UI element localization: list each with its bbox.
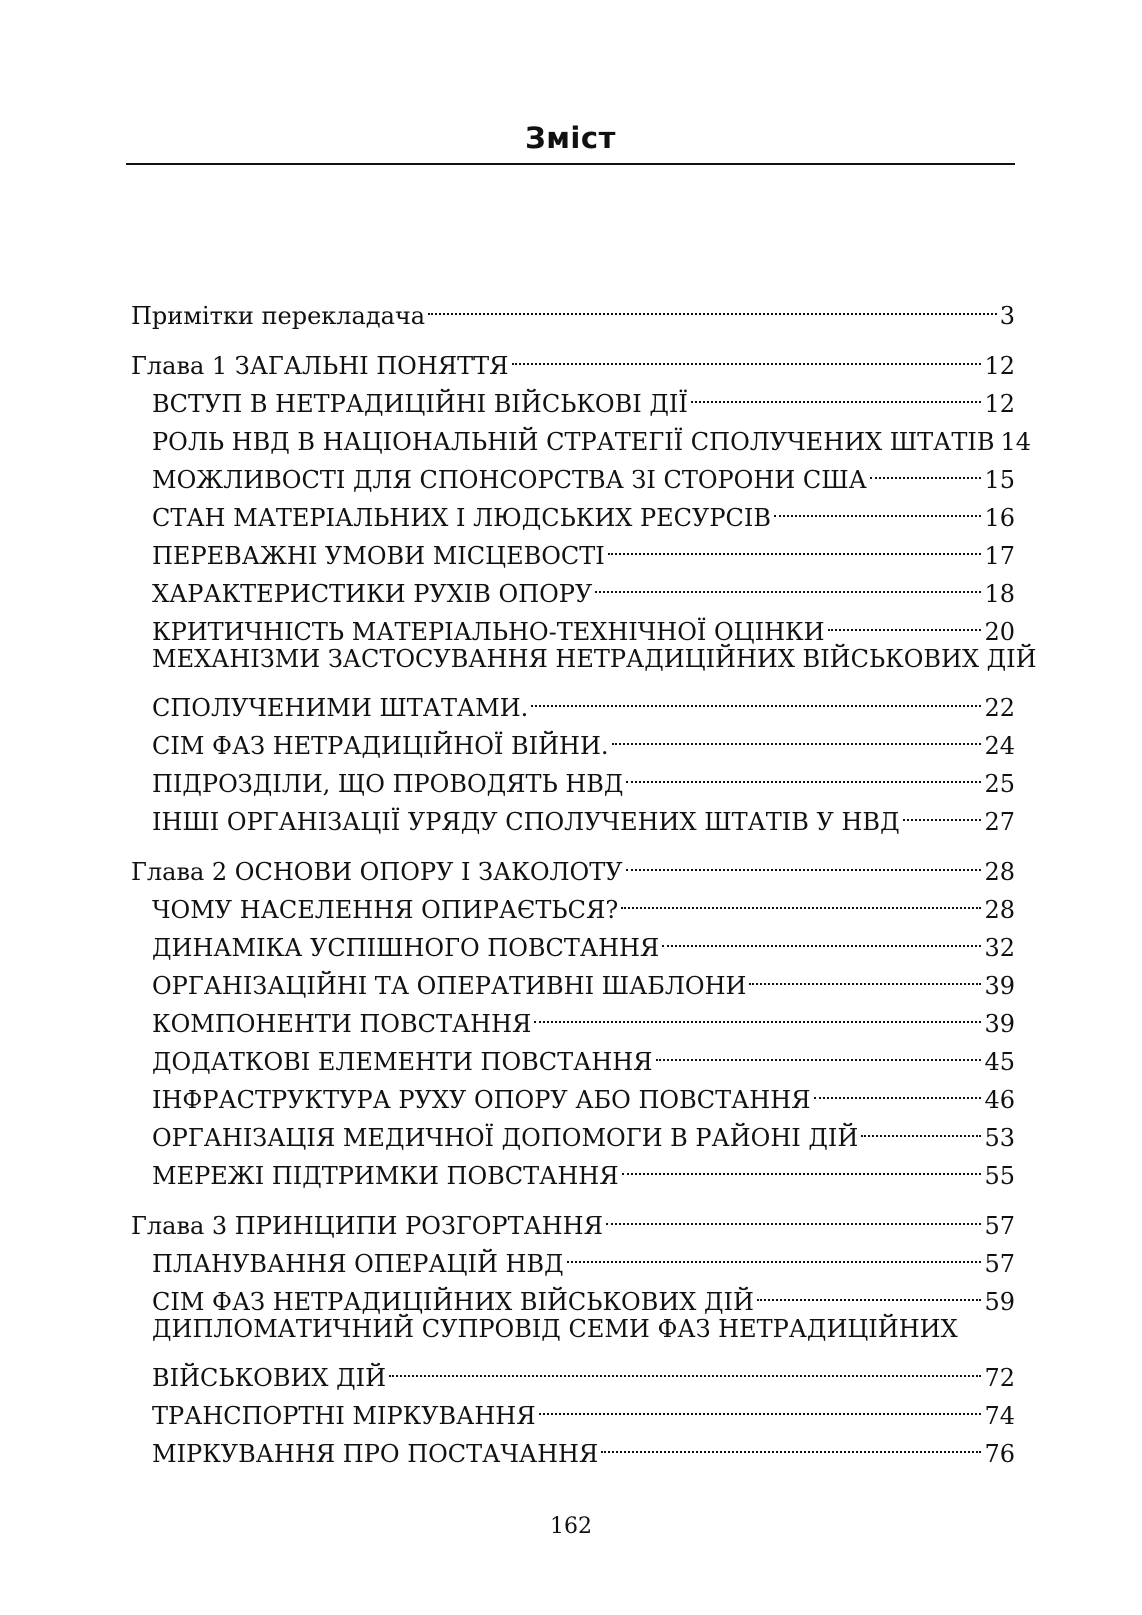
toc-entry-title: ІНШІ ОРГАНІЗАЦІЇ УРЯДУ СПОЛУЧЕНИХ ШТАТІВ У НВД bbox=[152, 808, 900, 836]
toc-entry[interactable] bbox=[131, 1348, 1015, 1392]
toc-entry-title: ХАРАКТЕРИСТИКИ РУХІВ ОПОРУ bbox=[152, 580, 593, 608]
toc-entry-title: СТАН МАТЕРІАЛЬНИХ І ЛЮДСЬКИХ РЕСУРСІВ bbox=[152, 504, 772, 532]
toc-entry-page: 20 bbox=[984, 618, 1015, 646]
dot-leader bbox=[749, 956, 981, 994]
toc-entry-page: 55 bbox=[984, 1162, 1015, 1190]
toc-entry-title: ІНФРАСТРУКТУРА РУХУ ОПОРУ АБО ПОВСТАННЯ bbox=[152, 1086, 811, 1114]
page-number: 162 bbox=[550, 1514, 592, 1539]
toc-chapter-title: Глава 2 ОСНОВИ ОПОРУ І ЗАКОЛОТУ bbox=[131, 858, 623, 886]
dot-leader bbox=[903, 792, 982, 830]
toc-entry-title: СПОЛУЧЕНИМИ ШТАТАМИ. bbox=[152, 694, 529, 722]
dot-leader bbox=[757, 1272, 982, 1310]
toc-entry-page: 3 bbox=[999, 302, 1015, 330]
toc-entry-page: 57 bbox=[984, 1250, 1015, 1278]
toc-entry-title: ПЛАНУВАННЯ ОПЕРАЦІЙ НВД bbox=[152, 1250, 564, 1278]
dot-leader bbox=[662, 918, 981, 956]
toc-entry-title: ТРАНСПОРТНІ МІРКУВАННЯ bbox=[152, 1402, 536, 1430]
toc-entry-title: Примітки перекладача bbox=[131, 302, 426, 330]
toc-entry-page: 32 bbox=[984, 934, 1015, 962]
dot-leader bbox=[691, 374, 982, 412]
toc-entry-page: 53 bbox=[984, 1124, 1015, 1152]
toc-entry-page: 45 bbox=[984, 1048, 1015, 1076]
dot-leader bbox=[534, 994, 981, 1032]
dot-leader bbox=[539, 1386, 982, 1424]
toc-entry-title: МІРКУВАННЯ ПРО ПОСТАЧАННЯ bbox=[152, 1440, 599, 1468]
toc-entry-page: 25 bbox=[984, 770, 1015, 798]
toc-entry-page: 28 bbox=[984, 896, 1015, 924]
toc-entry-translator-notes[interactable] bbox=[131, 286, 1015, 330]
dot-leader bbox=[626, 754, 981, 792]
toc-entry-title: КОМПОНЕНТИ ПОВСТАННЯ bbox=[152, 1010, 532, 1038]
toc-entry-title: СІМ ФАЗ НЕТРАДИЦІЙНИХ ВІЙСЬКОВИХ ДІЙ bbox=[152, 1288, 754, 1316]
dot-leader bbox=[870, 450, 982, 488]
toc-chapter-2[interactable] bbox=[131, 842, 1015, 886]
toc-entry-title: МОЖЛИВОСТІ ДЛЯ СПОНСОРСТВА ЗІ СТОРОНИ США bbox=[152, 466, 867, 494]
dot-leader bbox=[512, 336, 982, 374]
dot-leader bbox=[656, 1032, 982, 1070]
dot-leader bbox=[428, 286, 997, 324]
toc-entry-title: ОРГАНІЗАЦІЙНІ ТА ОПЕРАТИВНІ ШАБЛОНИ bbox=[152, 972, 747, 1000]
dot-leader bbox=[622, 1146, 982, 1184]
dot-leader bbox=[389, 1348, 981, 1386]
toc-chapter-title: Глава 1 ЗАГАЛЬНІ ПОНЯТТЯ bbox=[131, 352, 509, 380]
table-of-contents bbox=[131, 286, 1037, 1468]
toc-entry-title: МЕРЕЖІ ПІДТРИМКИ ПОВСТАННЯ bbox=[152, 1162, 619, 1190]
toc-entry-page: 76 bbox=[984, 1440, 1015, 1468]
toc-entry-page: 18 bbox=[984, 580, 1015, 608]
dot-leader bbox=[814, 1070, 982, 1108]
dot-leader bbox=[621, 880, 981, 918]
toc-entry-title: СІМ ФАЗ НЕТРАДИЦІЙНОЇ ВІЙНИ. bbox=[152, 732, 609, 760]
toc-chapter-page: 12 bbox=[984, 352, 1015, 380]
toc-entry-title: ДОДАТКОВІ ЕЛЕМЕНТИ ПОВСТАННЯ bbox=[152, 1048, 653, 1076]
toc-entry-page: 14 bbox=[1000, 428, 1032, 456]
toc-entry-page: 74 bbox=[984, 1402, 1015, 1430]
dot-leader bbox=[531, 678, 981, 716]
toc-entry-title: ОРГАНІЗАЦІЯ МЕДИЧНОЇ ДОПОМОГИ В РАЙОНІ ДІЙ bbox=[152, 1124, 859, 1152]
toc-entry-page: 27 bbox=[984, 808, 1015, 836]
toc-entry-title: КРИТИЧНІСТЬ МАТЕРІАЛЬНО-ТЕХНІЧНОЇ ОЦІНКИ bbox=[152, 618, 825, 646]
toc-entry-page: 16 bbox=[984, 504, 1015, 532]
toc-entry[interactable] bbox=[131, 678, 1015, 722]
toc-entry-title-line1[interactable]: ДИПЛОМАТИЧНИЙ СУПРОВІД СЕМИ ФАЗ НЕТРАДИЦІЙНИХ bbox=[152, 1315, 958, 1343]
page-title: Зміст bbox=[525, 121, 616, 155]
toc-entry-title-line1[interactable]: МЕХАНІЗМИ ЗАСТОСУВАННЯ НЕТРАДИЦІЙНИХ ВІЙСЬКОВИХ ДІЙ bbox=[152, 645, 1037, 673]
dot-leader bbox=[606, 1196, 981, 1234]
toc-chapter-page: 57 bbox=[984, 1212, 1015, 1240]
title-underline bbox=[126, 163, 1015, 165]
toc-entry-page: 15 bbox=[984, 466, 1015, 494]
dot-leader bbox=[828, 602, 982, 640]
dot-leader bbox=[595, 564, 981, 602]
dot-leader bbox=[612, 716, 982, 754]
dot-leader bbox=[601, 1424, 981, 1462]
toc-chapter-1[interactable] bbox=[131, 336, 1015, 380]
dot-leader bbox=[774, 488, 981, 526]
toc-entry-page: 59 bbox=[984, 1288, 1015, 1316]
toc-entry-page: 12 bbox=[984, 390, 1015, 418]
dot-leader bbox=[626, 842, 982, 880]
toc-chapter-3[interactable] bbox=[131, 1196, 1015, 1240]
toc-entry-title: ЧОМУ НАСЕЛЕННЯ ОПИРАЄТЬСЯ? bbox=[152, 896, 619, 924]
toc-chapter-page: 28 bbox=[984, 858, 1015, 886]
toc-chapter-title: Глава 3 ПРИНЦИПИ РОЗГОРТАННЯ bbox=[131, 1212, 603, 1240]
toc-entry-page: 39 bbox=[984, 972, 1015, 1000]
toc-entry-page: 72 bbox=[984, 1364, 1015, 1392]
toc-entry-title: ВСТУП В НЕТРАДИЦІЙНІ ВІЙСЬКОВІ ДІЇ bbox=[152, 390, 688, 418]
toc-entry-page: 39 bbox=[984, 1010, 1015, 1038]
dot-leader bbox=[861, 1108, 981, 1146]
toc-entry-page: 46 bbox=[984, 1086, 1015, 1114]
dot-leader bbox=[567, 1234, 982, 1272]
toc-entry-title: РОЛЬ НВД В НАЦІОНАЛЬНІЙ СТРАТЕГІЇ СПОЛУЧЕНИХ ШТАТІВ bbox=[152, 428, 995, 456]
toc-entry-title: ПІДРОЗДІЛИ, ЩО ПРОВОДЯТЬ НВД bbox=[152, 770, 624, 798]
dot-leader bbox=[608, 526, 982, 564]
toc-entry-page: 22 bbox=[984, 694, 1015, 722]
toc-entry-page: 24 bbox=[984, 732, 1015, 760]
toc-entry-title: ПЕРЕВАЖНІ УМОВИ МІСЦЕВОСТІ bbox=[152, 542, 605, 570]
toc-entry-title: ВІЙСЬКОВИХ ДІЙ bbox=[152, 1364, 387, 1392]
toc-entry-title: ДИНАМІКА УСПІШНОГО ПОВСТАННЯ bbox=[152, 934, 660, 962]
toc-entry-page: 17 bbox=[984, 542, 1015, 570]
